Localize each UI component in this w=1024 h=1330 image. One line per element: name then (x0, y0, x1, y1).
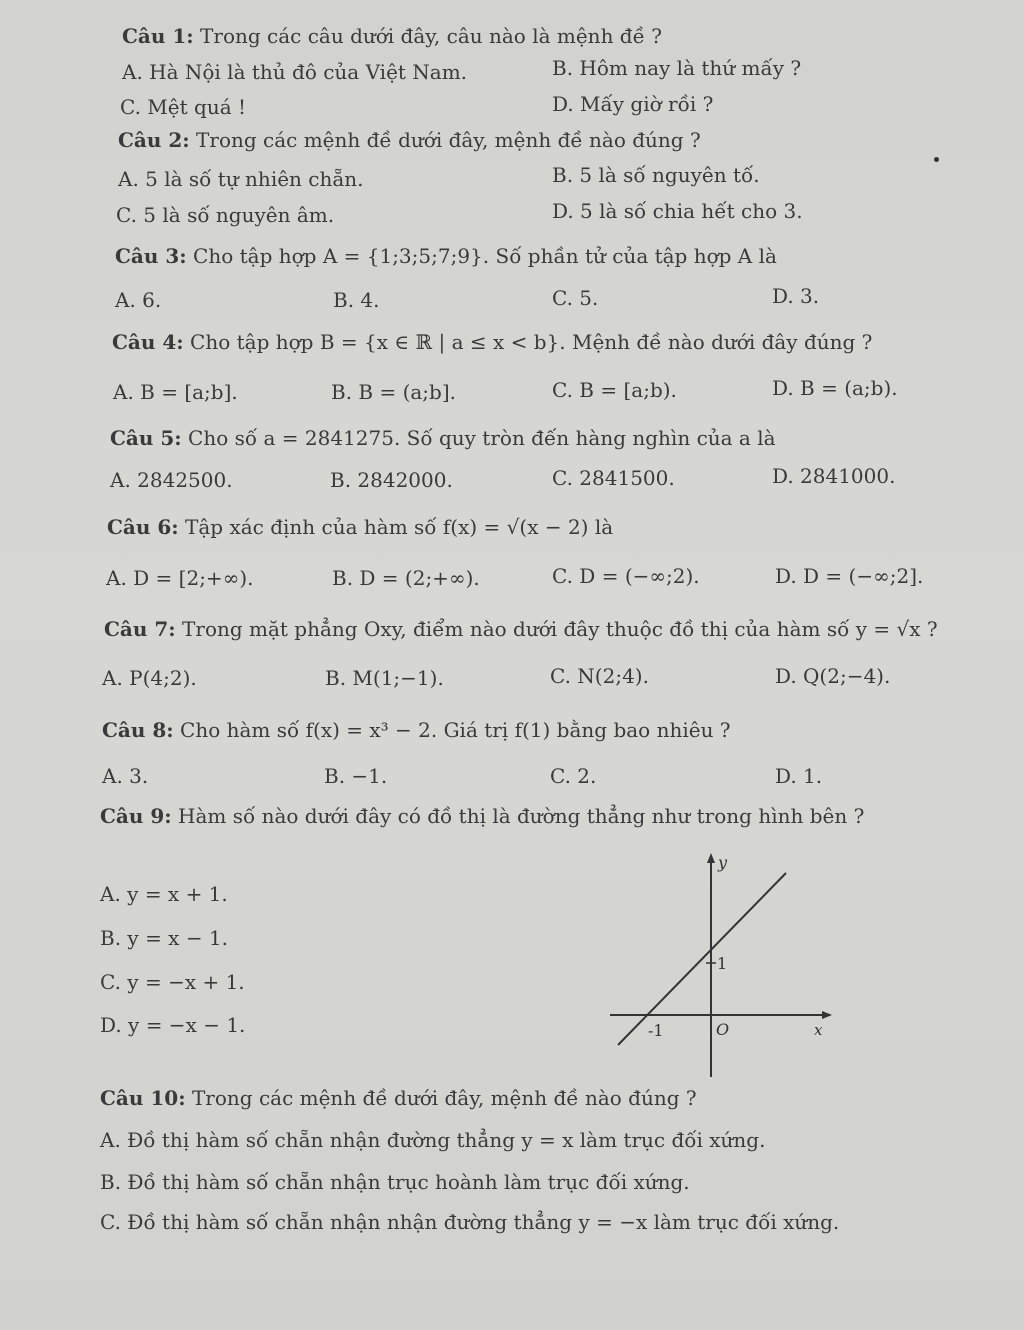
question-3 (115, 244, 777, 268)
x-axis-label: x (814, 1021, 823, 1039)
question-label: Câu 9: (100, 804, 172, 828)
question-8 (102, 718, 731, 742)
option-4a: A. B = [a;b]. (113, 380, 238, 404)
option-8d: D. 1. (775, 764, 823, 788)
question-label: Câu 6: (107, 515, 179, 539)
question-text: Trong mặt phẳng Oxy, điểm nào dưới đây thuộc đồ thị của hàm số y = √x ? (175, 617, 938, 641)
option-8c: C. 2. (550, 764, 597, 788)
question-5 (110, 426, 776, 450)
question-label: Câu 1: (122, 24, 194, 48)
option-7c: C. N(2;4). (550, 664, 649, 688)
question-label: Câu 8: (102, 718, 174, 742)
option-3a: A. 6. (115, 288, 162, 312)
question-text: Cho số a = 2841275. Số quy tròn đến hàng nghìn của a là (181, 426, 776, 450)
option-6a: A. D = [2;+∞). (106, 566, 254, 590)
question-4 (112, 330, 872, 354)
question-label: Câu 3: (115, 244, 187, 268)
question-label: Câu 5: (110, 426, 182, 450)
question-text: Cho hàm số f(x) = x³ − 2. Giá trị f(1) bằng bao nhiêu ? (173, 718, 731, 742)
x-tick-label: -1 (648, 1021, 664, 1040)
option-4d: D. B = (a;b). (772, 376, 898, 400)
option-7b: B. M(1;−1). (325, 666, 444, 690)
question-text: Trong các câu dưới đây, câu nào là mệnh đề ? (193, 24, 662, 48)
ink-dot (934, 157, 939, 162)
question-6 (107, 515, 613, 539)
y-axis-arrow (707, 853, 715, 863)
y-axis-label: y (718, 853, 728, 872)
question-text: Cho tập hợp B = {x ∈ ℝ | a ≤ x < b}. Mệnh đề nào dưới đây đúng ? (183, 330, 873, 354)
option-2b: B. 5 là số nguyên tố. (552, 163, 760, 187)
option-1c: C. Mệt quá ! (120, 95, 247, 119)
option-10c: C. Đồ thị hàm số chẵn nhận nhận đường thẳng y = −x làm trục đối xứng. (100, 1210, 840, 1234)
question-text: Hàm số nào dưới đây có đồ thị là đường thẳng như trong hình bên ? (171, 804, 865, 828)
question-label: Câu 4: (112, 330, 184, 354)
origin-label: O (716, 1020, 730, 1039)
option-5d: D. 2841000. (772, 464, 896, 488)
option-10b: B. Đồ thị hàm số chẵn nhận trục hoành làm trục đối xứng. (100, 1170, 690, 1194)
y-tick-label: 1 (717, 954, 728, 973)
question-2 (118, 128, 701, 152)
question-9 (100, 804, 864, 828)
option-4b: B. B = (a;b]. (331, 380, 457, 404)
question-7 (104, 617, 938, 641)
option-6b: B. D = (2;+∞). (332, 566, 480, 590)
option-1b: B. Hôm nay là thứ mấy ? (552, 56, 802, 80)
question-10 (100, 1086, 697, 1110)
option-7d: D. Q(2;−4). (775, 664, 891, 688)
option-5c: C. 2841500. (552, 466, 675, 490)
option-10a: A. Đồ thị hàm số chẵn nhận đường thẳng y = x làm trục đối xứng. (100, 1128, 766, 1152)
question-label: Câu 7: (104, 617, 176, 641)
line-graph (600, 845, 840, 1080)
option-7a: A. P(4;2). (102, 666, 197, 690)
option-9a: A. y = x + 1. (100, 882, 228, 906)
question-text: Tập xác định của hàm số f(x) = √(x − 2) là (178, 515, 614, 539)
option-5a: A. 2842500. (110, 468, 233, 492)
option-3d: D. 3. (772, 284, 820, 308)
question-label: Câu 10: (100, 1086, 186, 1110)
option-8a: A. 3. (102, 764, 149, 788)
option-2a: A. 5 là số tự nhiên chẵn. (118, 167, 364, 191)
option-9d: D. y = −x − 1. (100, 1013, 246, 1037)
option-9c: C. y = −x + 1. (100, 970, 245, 994)
question-text: Cho tập hợp A = {1;3;5;7;9}. Số phần tử của tập hợp A là (186, 244, 777, 268)
question-text: Trong các mệnh đề dưới đây, mệnh đề nào đúng ? (189, 128, 701, 152)
option-4c: C. B = [a;b). (552, 378, 677, 402)
option-1a: A. Hà Nội là thủ đô của Việt Nam. (122, 60, 468, 84)
graph-line (618, 873, 786, 1045)
option-8b: B. −1. (324, 764, 388, 788)
question-text: Trong các mệnh đề dưới đây, mệnh đề nào đúng ? (185, 1086, 697, 1110)
option-2c: C. 5 là số nguyên âm. (116, 203, 335, 227)
option-6c: C. D = (−∞;2). (552, 564, 700, 588)
option-3c: C. 5. (552, 286, 599, 310)
question-1 (122, 24, 662, 48)
option-1d: D. Mấy giờ rồi ? (552, 92, 714, 116)
option-5b: B. 2842000. (330, 468, 453, 492)
question-label: Câu 2: (118, 128, 190, 152)
option-2d: D. 5 là số chia hết cho 3. (552, 199, 803, 223)
option-3b: B. 4. (333, 288, 380, 312)
option-9b: B. y = x − 1. (100, 926, 229, 950)
option-6d: D. D = (−∞;2]. (775, 564, 924, 588)
x-axis-arrow (822, 1011, 832, 1019)
